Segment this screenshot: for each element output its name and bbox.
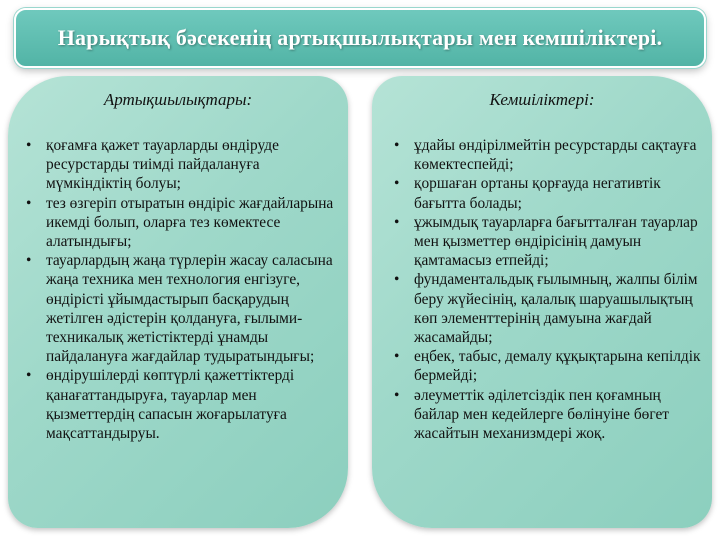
advantages-panel: [8, 76, 348, 528]
list-item: [386, 270, 708, 347]
list-item-text: өндірушілерді көптүрлі қажеттіктерді қанағаттандыруға, тауарлар мен қызметтердің сапасын жоғарылатуға мақсаттандыруы.: [46, 367, 295, 443]
disadvantages-panel: [372, 76, 712, 528]
bullet-icon: •: [394, 175, 400, 193]
list-item-text: қоршаған ортаны қорғауда негативтік бағытта болады;: [414, 175, 661, 212]
list-item: [18, 366, 336, 443]
disadvantages-list: [386, 136, 708, 443]
list-item: [386, 347, 708, 385]
list-item: [386, 213, 708, 271]
bullet-icon: •: [394, 271, 400, 289]
disadvantages-heading: Кемшіліктері:: [489, 90, 595, 109]
list-item: [386, 386, 708, 444]
bullet-icon: •: [394, 348, 400, 366]
slide-title-bar: [14, 8, 706, 68]
list-item-text: ұжымдық тауарларға бағытталған тауарлар мен қызметтер өндірісінің дамуын қамтамасыз етпейді;: [414, 213, 698, 270]
bullet-icon: •: [26, 137, 32, 154]
list-item-text: әлеуметтік әділетсіздік пен қоғамның байлар мен кедейлерге бөлінуіне бөгет жасайтын механизмдері жоқ.: [414, 386, 670, 443]
list-item: [18, 136, 336, 194]
bullet-icon: •: [26, 367, 32, 385]
list-item-text: фундаментальдық ғылымның, жалпы білім беру жүйесінің, қалалық шаруашылықтың көп элементтерінің дамуына жағдай жасамайды;: [414, 271, 698, 347]
list-item: [18, 251, 336, 366]
list-item: [386, 136, 708, 174]
bullet-icon: •: [394, 213, 400, 231]
list-item-text: қоғамға қажет тауарларды өндіруде ресурстарды тиімді пайдалануға мүмкіндіктің болуы;: [46, 137, 279, 193]
list-item: [18, 194, 336, 252]
list-item-text: тез өзгеріп отыратын өндіріс жағдайларына икемді болып, оларға тез көмектесе алатындығы;: [46, 194, 334, 251]
bullet-icon: •: [394, 386, 400, 404]
list-item-text: ұдайы өндірілмейтін ресурстарды сақтауға көмектеспейді;: [414, 137, 697, 174]
advantages-heading: Артықшылықтары:: [103, 90, 253, 109]
advantages-list: [18, 136, 336, 443]
bullet-icon: •: [394, 137, 400, 154]
bullet-icon: •: [26, 252, 32, 270]
slide-title: Нарықтық бәсекенің артықшылықтары мен кемшіліктері.: [57, 25, 663, 50]
list-item: [386, 174, 708, 212]
bullet-icon: •: [26, 194, 32, 212]
list-item-text: еңбек, табыс, демалу құқықтарына кепілдік бермейді;: [414, 348, 701, 385]
list-item-text: тауарлардың жаңа түрлерін жасау саласына жаңа техника мен технология енгізуге, өндірісті ұйымдастырып басқарудың жетілген әдістерін қолдануға, ғылыми-техникалық жетістіктерді ұнамды пайдалануға жағдайлар тудыратындығы;: [46, 252, 333, 366]
